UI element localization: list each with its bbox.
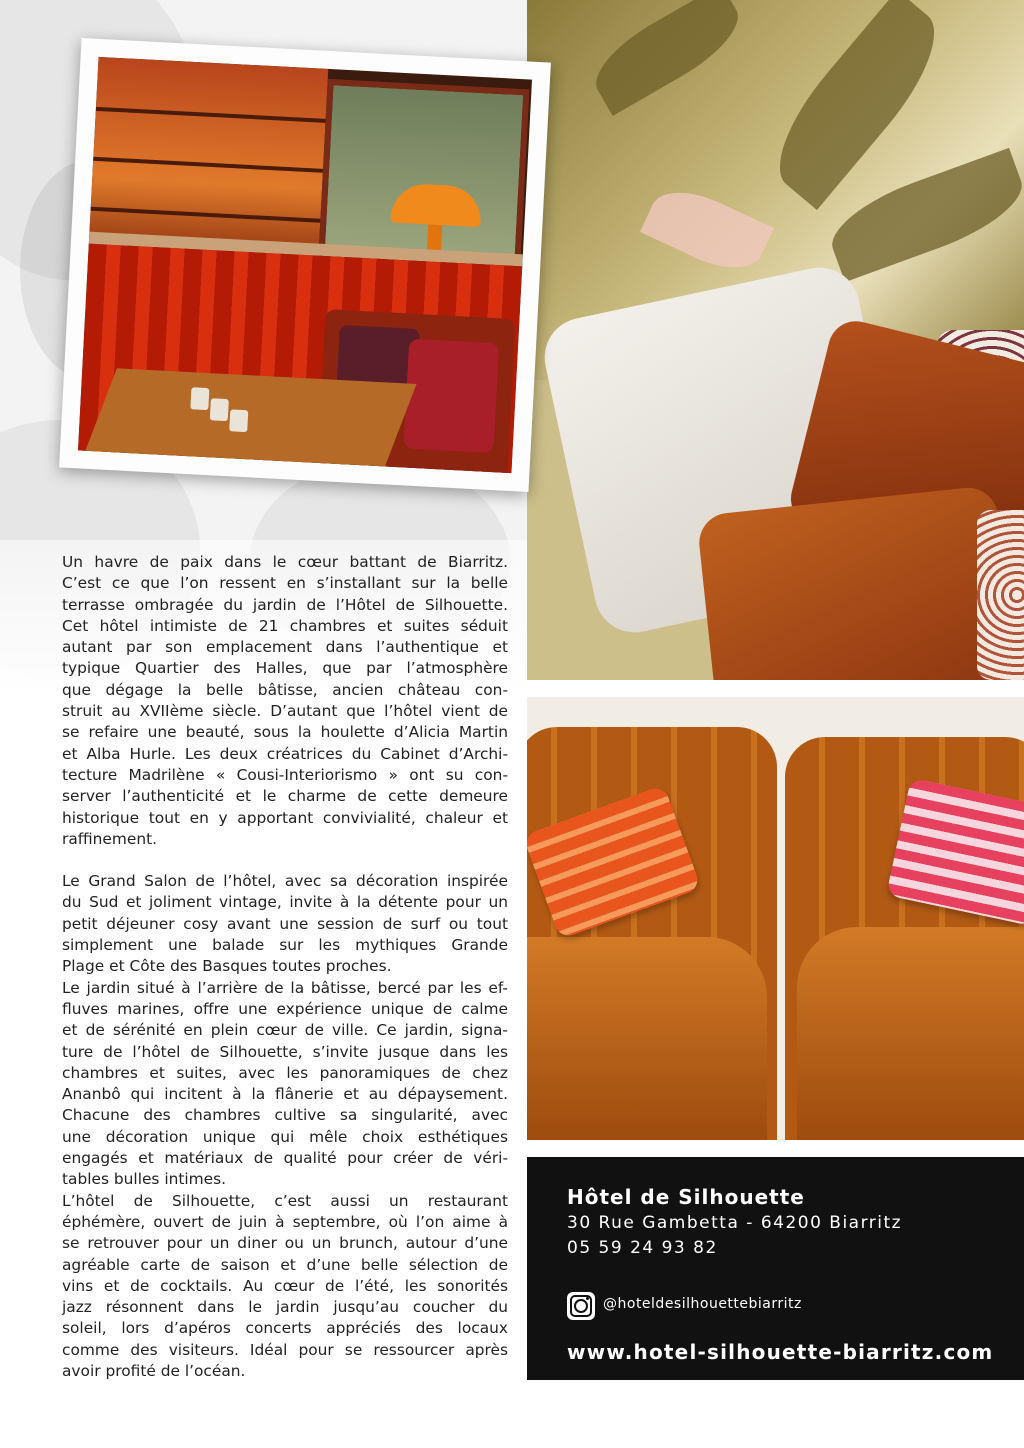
text-line: Cet hôtel intimiste de 21 chambres et suites séduit xyxy=(62,616,508,635)
rust-velvet-cushion xyxy=(696,485,1017,680)
text-line: raffinement. xyxy=(62,829,158,848)
text-line: simplement une balade sur les mythiques Grande xyxy=(62,936,508,955)
text-line: petit déjeuner cosy avant une session de surf ou tout xyxy=(62,914,508,933)
text-line: autant par son emplacement dans l’authentique et xyxy=(62,638,508,657)
text-line: soleil, lors d’apéros concerts appréciés des locaux xyxy=(62,1319,508,1338)
text-line: Plage et Côte des Basques toutes proches. xyxy=(62,957,392,976)
text-line: historique tout en y apportant convivialité, chaleur et xyxy=(62,808,508,827)
hotel-phone[interactable]: 05 59 24 93 82 xyxy=(567,1238,718,1258)
cushions-wallpaper-photo xyxy=(527,0,1024,680)
text-line: terrasse ombragée du jardin de l’Hôtel de Silhouette. xyxy=(62,595,508,614)
text-line: agréable carte de saison et d’une belle sélection de xyxy=(62,1255,508,1274)
text-line: se retrouver pour un diner ou un brunch, autour d’une xyxy=(62,1234,508,1253)
cup xyxy=(229,409,248,432)
website-link[interactable]: www.hotel-silhouette-biarritz.com xyxy=(567,1340,994,1364)
wooden-table xyxy=(83,368,417,472)
article-paragraph-1 xyxy=(62,552,508,850)
text-line: Le jardin situé à l’arrière de la bâtisse, bercé par les ef- xyxy=(62,978,508,997)
text-line: du Sud et joliment vintage, invite à la détente pour un xyxy=(62,893,508,912)
text-line: engagés et matériaux de qualité pour créer de véri- xyxy=(62,1149,508,1168)
text-line: et Alba Hurle. Les deux créatrices du Cabinet d’Archi- xyxy=(62,744,508,763)
text-line: Le Grand Salon de l’hôtel, avec sa décoration inspirée xyxy=(62,872,508,891)
text-line: chambres et suites, avec les panoramiques de chez xyxy=(62,1063,508,1082)
instagram-handle[interactable]: @hoteldesilhouettebiarritz xyxy=(603,1296,802,1312)
cup xyxy=(190,387,209,410)
cushion xyxy=(404,339,500,454)
text-line: Ananbô qui incitent à la flânerie et au dépaysement. xyxy=(62,1085,508,1104)
text-line: vins et de cocktails. Au cœur de l’été, les sonorités xyxy=(62,1276,508,1295)
sofa-right-seat xyxy=(797,927,1024,1140)
text-line: éphémère, ouvert de juin à septembre, où l’on aime à xyxy=(62,1212,508,1231)
text-line: typique Quartier des Halles, que par l’atmosphère xyxy=(62,659,508,678)
instagram-icon-lens xyxy=(574,1299,588,1313)
article-paragraph-3 xyxy=(62,978,508,1191)
text-line: que dégage la belle bâtisse, ancien château con- xyxy=(62,680,508,699)
text-line: Un havre de paix dans le cœur battant de Biarritz. xyxy=(62,553,508,571)
text-line: fluves marines, offre une expérience unique de calme xyxy=(62,999,508,1018)
instagram-icon-dot xyxy=(586,1297,589,1300)
text-line: struit au XVIIème siècle. D’autant que l’hôtel vient de xyxy=(62,702,508,721)
text-line: avoir profité de l’océan. xyxy=(62,1361,246,1380)
text-line: Chacune des chambres cultive sa singularité, avec xyxy=(62,1106,508,1125)
text-line: tecture Madrilène « Cousi-Interiorismo » ont su con- xyxy=(62,765,508,784)
hotel-info-box xyxy=(527,1157,1024,1380)
cup xyxy=(210,398,229,421)
article-paragraph-4 xyxy=(62,1191,508,1383)
text-line: et de sérénité en plein cœur de ville. Ce jardin, signa- xyxy=(62,1021,508,1040)
text-line: jazz résonnent dans le jardin jusqu’au coucher du xyxy=(62,1298,508,1317)
article-paragraph-2 xyxy=(62,871,508,977)
sofa-left-seat xyxy=(527,937,767,1140)
text-line: tables bulles intimes. xyxy=(62,1170,227,1189)
article-body xyxy=(62,552,508,1382)
window xyxy=(319,79,530,261)
hotel-address: 30 Rue Gambetta - 64200 Biarritz xyxy=(567,1213,903,1233)
instagram-icon[interactable] xyxy=(567,1292,595,1320)
bar-photo xyxy=(78,57,532,473)
bar-polaroid-photo xyxy=(59,38,551,492)
text-line: comme des visiteurs. Idéal pour se ressourcer après xyxy=(62,1340,508,1359)
text-line: C’est ce que l’on ressent en s’installant sur la belle xyxy=(62,574,508,593)
text-line: ture de l’hôtel de Silhouette, s’invite jusque dans les xyxy=(62,1042,508,1061)
hotel-name: Hôtel de Silhouette xyxy=(567,1185,805,1209)
patterned-cushion xyxy=(977,510,1024,680)
text-line: se refaire une beauté, sous la houlette d’Alicia Martin xyxy=(62,723,508,742)
text-line: L’hôtel de Silhouette, c’est aussi un restaurant xyxy=(62,1191,508,1210)
orange-sofas-photo xyxy=(527,697,1024,1140)
text-line: server l’authenticité et le charme de cette demeure xyxy=(62,787,508,806)
text-line: une décoration unique qui mêle choix esthétiques xyxy=(62,1127,508,1146)
